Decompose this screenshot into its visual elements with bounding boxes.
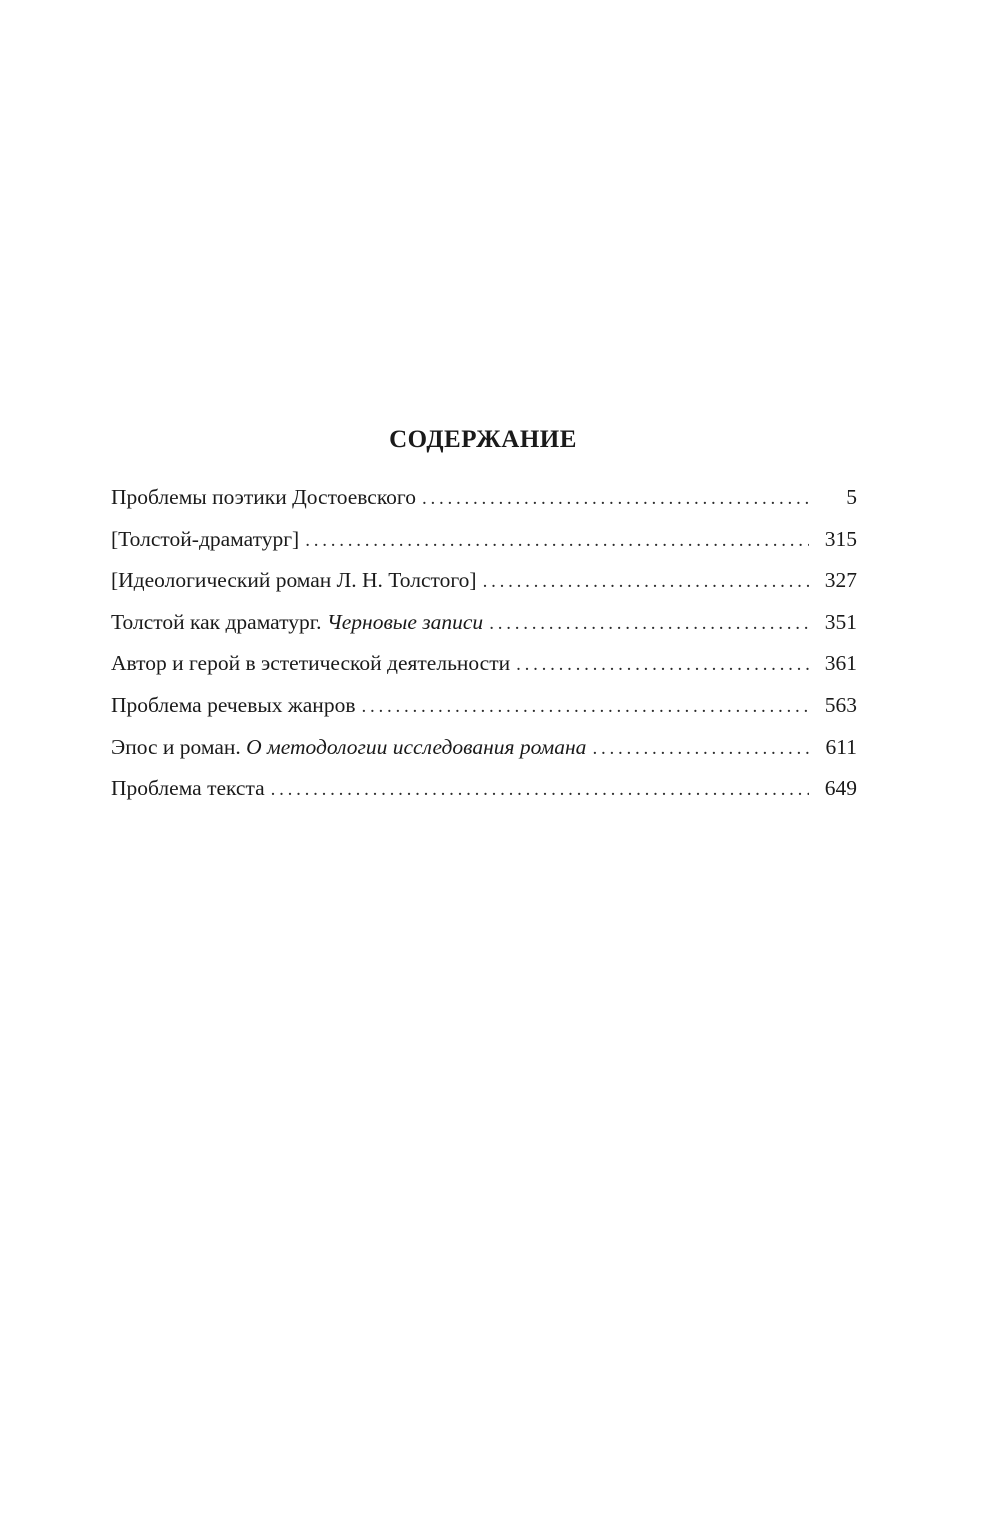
toc-entry-title xyxy=(111,527,299,552)
toc-entry-page: 5 xyxy=(846,485,857,509)
toc-entry-title xyxy=(111,693,355,718)
toc-entry xyxy=(111,485,857,527)
toc-entry-subtitle: О методологии исследования романа xyxy=(246,734,587,759)
toc-entry xyxy=(111,568,857,610)
dot-leader xyxy=(489,613,809,635)
toc-entry-title-text: Проблема речевых жанров xyxy=(111,692,356,717)
toc-entry-title-text: Проблема текста xyxy=(111,776,265,801)
toc-entry-subtitle: Черновые записи xyxy=(326,609,484,634)
toc-entry-page: 351 xyxy=(824,609,857,634)
dot-leader xyxy=(361,696,809,718)
toc-entry-title-text: Проблемы поэтики Достоевского xyxy=(111,485,416,509)
toc-entry-title-text: Толстой как драматург. xyxy=(111,609,327,634)
toc-entry-title-text: Эпос и роман. xyxy=(111,734,247,759)
toc-entry-page: 649 xyxy=(824,776,857,801)
toc-entry-title xyxy=(111,651,510,676)
toc-heading: СОДЕРЖАНИЕ xyxy=(389,426,577,453)
toc-entry xyxy=(111,776,857,818)
dot-leader xyxy=(305,530,809,552)
toc-entry-page: 315 xyxy=(824,526,857,551)
toc-entry-title-text: [Толстой-драматург] xyxy=(111,526,300,551)
toc-entry-page: 611 xyxy=(825,734,857,759)
toc-entry-title xyxy=(111,610,483,635)
toc-entry-title xyxy=(111,735,586,760)
toc-entry-page: 327 xyxy=(824,568,857,593)
toc-entry-title-text: Автор и герой в эстетической деятельности xyxy=(111,651,511,676)
toc-entry-page: 563 xyxy=(824,692,857,717)
dot-leader xyxy=(592,738,809,760)
toc-entry-title xyxy=(111,776,265,801)
toc-entry xyxy=(111,693,857,735)
toc-entry-title xyxy=(111,485,416,510)
toc-list xyxy=(111,485,857,818)
toc-entry-title-text: [Идеологический роман Л. Н. Толстого] xyxy=(111,568,477,593)
dot-leader xyxy=(483,571,809,593)
toc-entry xyxy=(111,610,857,652)
toc-entry xyxy=(111,527,857,569)
toc-entry xyxy=(111,651,857,693)
dot-leader xyxy=(516,654,809,676)
dot-leader xyxy=(422,488,809,510)
toc-entry-page: 361 xyxy=(824,651,857,676)
dot-leader xyxy=(271,779,809,801)
toc-entry xyxy=(111,735,857,777)
toc-entry-title xyxy=(111,568,477,593)
